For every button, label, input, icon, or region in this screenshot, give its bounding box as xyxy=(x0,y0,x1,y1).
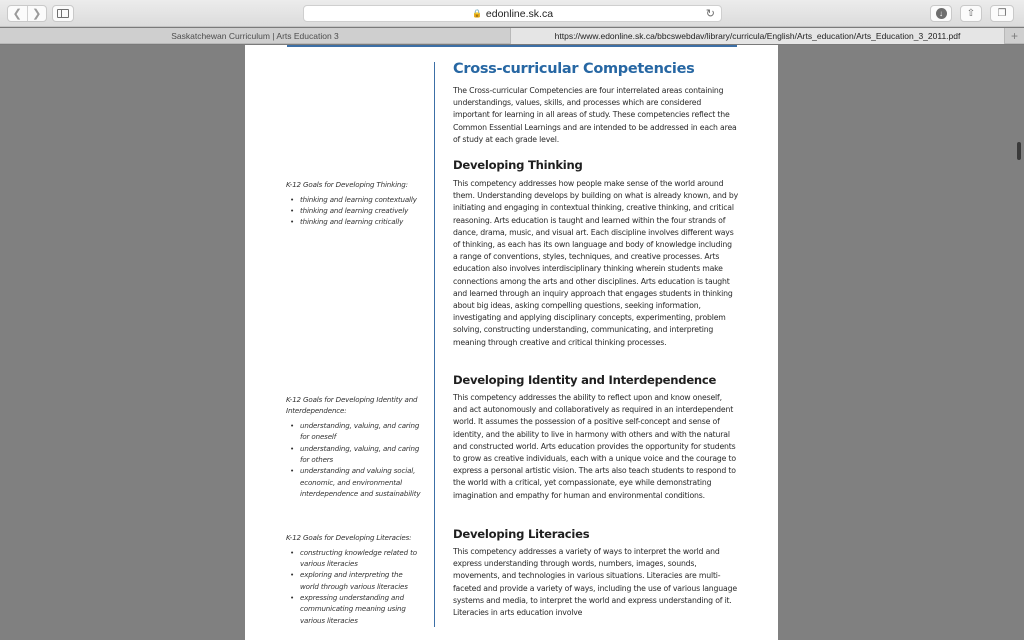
reload-icon[interactable]: ↻ xyxy=(705,8,715,20)
goal-item: • understanding and valuing social, economic, and environmental interdependence and sustainability xyxy=(286,465,421,499)
intro-block xyxy=(453,85,738,146)
sidebar-icon xyxy=(57,9,69,18)
tab-overview-button[interactable] xyxy=(990,5,1014,22)
sidebar-toggle-button[interactable] xyxy=(52,5,74,22)
share-button[interactable] xyxy=(960,5,982,22)
section-paragraph: This competency addresses how people make sense of the world around them. Understanding develops by building on what is already known, and by initiating and engaging in contextual thinking, creative thinking, and critical reasoning. Arts education is taught and learned within the four strands of dance, drama, music, and visual art. Each discipline involves different ways of thinking, as each has its own language and body of knowledge including a range of conventions, styles, techniques, and creative processes. Arts education also involves interdisciplinary thinking wherein students make connections among the arts and other disciplines. Arts education is taught and learned through an inquiry approach that engages students in thinking about big ideas, asking compelling questions, seeking information, investigating and applying disciplinary concepts, experimenting, problem solving, constructing understanding, communicating, and interpreting meaning through creative and critical thinking processes. xyxy=(453,179,738,347)
section-paragraph: This competency addresses a variety of ways to interpret the world and express understanding through words, numbers, images, sounds, movements, and technologies in various situations. Literacies are multi-faceted and provide a variety of ways, including the use of various language systems and media, to interpret the world and express understanding of it. Literacies in arts education involve xyxy=(453,547,737,618)
section-thinking xyxy=(453,158,738,172)
tabs-icon: ❐ xyxy=(997,8,1007,19)
document-title-block xyxy=(453,61,738,77)
section-identity xyxy=(453,373,738,387)
downloads-button[interactable] xyxy=(930,5,952,22)
intro-paragraph: The Cross-curricular Competencies are four interrelated areas containing understandings, values, skills, and processes which are considered important for learning in all areas of study. These competencies reflect the Common Essential Learnings and are intended to be addressed in each area of study at each grade level. xyxy=(453,86,737,144)
goal-item: • thinking and learning creatively xyxy=(286,205,421,216)
lock-icon: 🔒 xyxy=(471,9,482,18)
address-text: edonline.sk.ca xyxy=(485,7,554,20)
address-bar[interactable] xyxy=(303,5,722,22)
goal-item: • thinking and learning critically xyxy=(286,216,421,227)
document-title: Cross-curricular Competencies xyxy=(453,61,695,77)
section-literacies xyxy=(453,527,738,541)
top-rule xyxy=(287,45,737,47)
scrollbar-thumb[interactable] xyxy=(1017,142,1021,160)
section-literacies-body xyxy=(453,546,738,619)
goals-title: K-12 Goals for Developing Literacies: xyxy=(286,533,412,542)
goals-identity xyxy=(286,394,421,499)
forward-icon[interactable]: ❯ xyxy=(27,6,47,21)
goals-title: K-12 Goals for Developing Identity and Interdependence: xyxy=(286,395,418,416)
column-divider xyxy=(434,62,435,627)
goals-literacies xyxy=(286,532,421,626)
goal-item: • constructing knowledge related to various literacies xyxy=(286,547,421,570)
goals-title: K-12 Goals for Developing Thinking: xyxy=(286,180,408,189)
section-paragraph: This competency addresses the ability to reflect upon and know oneself, and act autonomously and collaboratively as required in an interdependent world. It assumes the possession of a positive self-concept and sense of identity, and the ability to live in harmony with others and with the natural and constructed world. Arts education provides the opportunity for students to grow as creative individuals, each with a unique voice and the courage to express a personal artistic vision. The arts also teach students to respond to the world with a critical, yet compassionate, eye while demonstrating imagination and empathy for human and environmental conditions. xyxy=(453,393,736,500)
download-icon: ↓ xyxy=(936,8,947,19)
navigation-buttons xyxy=(7,5,47,22)
pdf-viewport[interactable] xyxy=(0,45,1024,640)
section-identity-body xyxy=(453,392,738,502)
new-tab-button[interactable] xyxy=(1005,28,1024,44)
goals-list xyxy=(286,194,421,228)
tab-label: Saskatchewan Curriculum | Arts Education 3 xyxy=(171,31,339,41)
goal-item: • exploring and interpreting the world through various literacies xyxy=(286,569,421,592)
back-icon[interactable]: ❮ xyxy=(12,8,22,20)
pdf-page xyxy=(245,45,778,640)
section-heading: Developing Thinking xyxy=(453,158,583,172)
browser-toolbar xyxy=(0,0,1024,27)
goals-list xyxy=(286,547,421,626)
goals-list xyxy=(286,420,421,499)
plus-icon: + xyxy=(1010,29,1018,43)
tab-arts-education[interactable] xyxy=(0,28,511,44)
tab-pdf-document[interactable] xyxy=(511,28,1005,44)
goal-item: • understanding, valuing, and caring for others xyxy=(286,443,421,466)
section-thinking-body xyxy=(453,178,738,349)
section-heading: Developing Literacies xyxy=(453,527,590,541)
tab-label: https://www.edonline.sk.ca/bbcswebdav/library/curricula/English/Arts_education/Arts_Education_3_2011.pdf xyxy=(554,31,961,41)
tab-bar xyxy=(0,28,1024,44)
address-text-wrap xyxy=(304,6,721,21)
goals-thinking xyxy=(286,179,421,228)
share-icon: ⇧ xyxy=(966,8,976,19)
goal-item: • expressing understanding and communicating meaning using various literacies xyxy=(286,592,421,626)
goal-item: • understanding, valuing, and caring for oneself xyxy=(286,420,421,443)
goal-item: • thinking and learning contextually xyxy=(286,194,421,205)
section-heading: Developing Identity and Interdependence xyxy=(453,373,717,387)
